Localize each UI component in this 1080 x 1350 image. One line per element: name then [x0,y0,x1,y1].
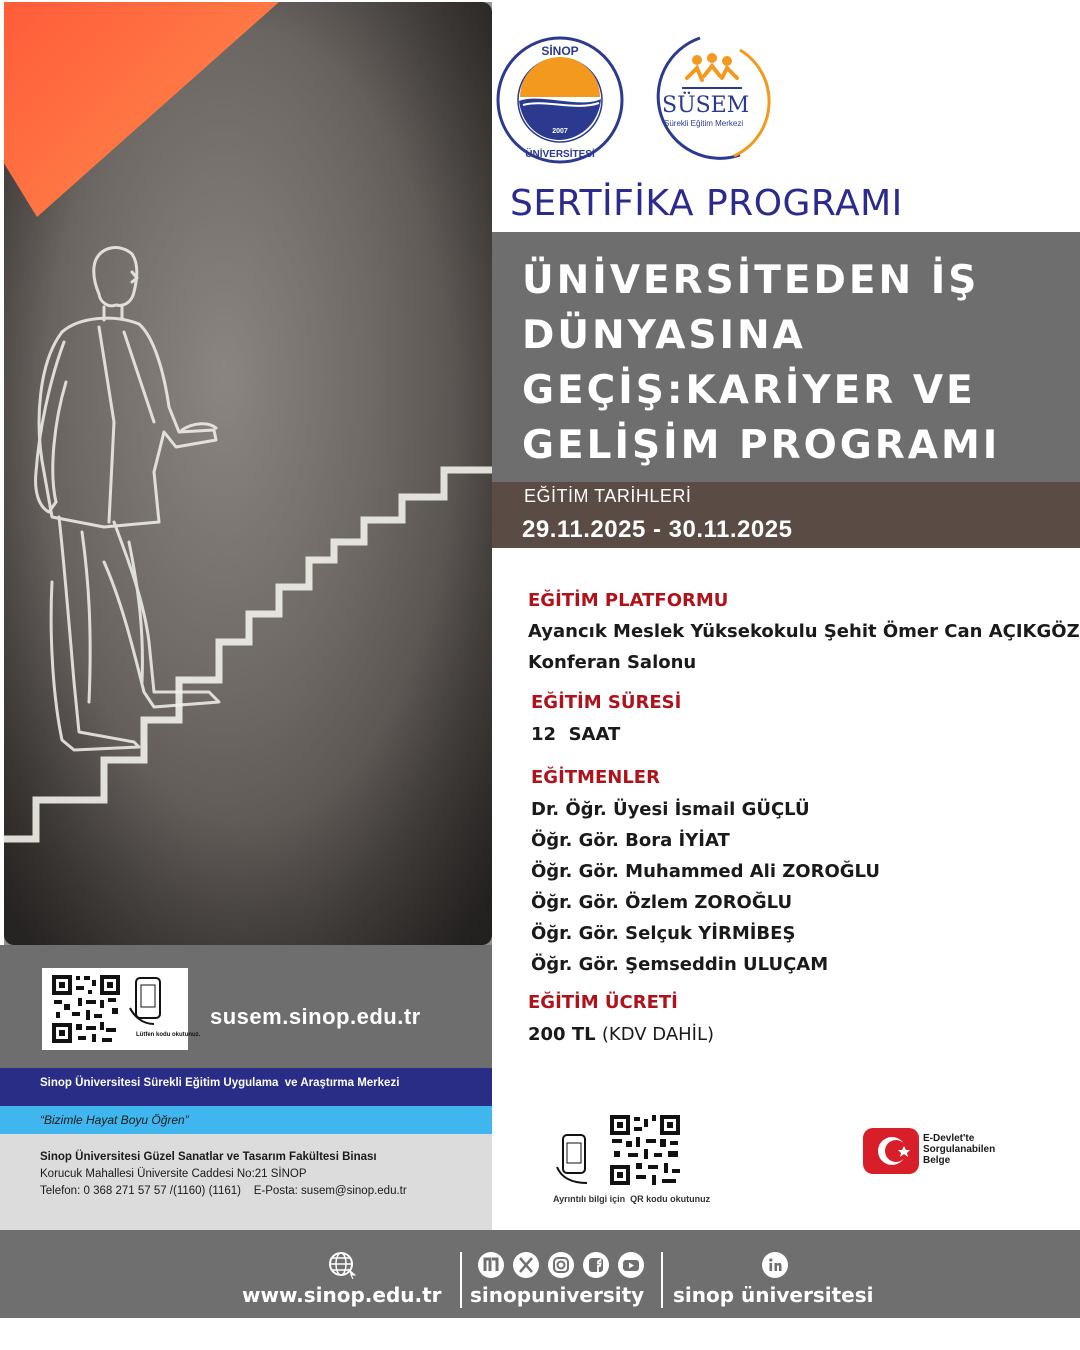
trainer-name: Öğr. Gör. Özlem ZOROĞLU [531,892,793,913]
trainer-name: Öğr. Gör. Selçuk YİRMİBEŞ [531,923,796,944]
qr-card[interactable] [42,968,201,1050]
trainer-name: Öğr. Gör. Şemseddin ULUÇAM [531,954,829,975]
trainers-list [531,794,880,980]
address-block [0,1134,492,1230]
susem-website-link[interactable]: susem.sinop.edu.tr [210,1004,421,1029]
address: Korucuk Mahallesi Üniversite Caddesi No:21 SİNOP [40,1168,307,1180]
x-icon[interactable] [512,1251,540,1279]
fee-amount: 200 TL [528,1024,596,1045]
contact-info: Telefon: 0 368 271 57 57 /(1160) (1161) E-Posta: susem@sinop.edu.tr [40,1185,407,1197]
fee-note: (KDV DAHİL) [601,1024,715,1045]
program-title [522,253,1072,473]
susem-subtitle: Sürekli Eğitim Merkezi [664,119,744,128]
trainer-name: Öğr. Gör. Bora İYİAT [531,830,730,851]
youtube-icon[interactable] [617,1251,645,1279]
qr-info-caption: Ayrıntılı bilgi için QR kodu okutunuz [553,1194,711,1204]
qr-caption-text: Lütfen kodu okutunuz. [136,1032,201,1038]
duration-label: EĞİTİM SÜRESİ [531,692,682,713]
qr-code-icon [42,968,201,1050]
facebook-icon[interactable] [582,1251,610,1279]
footer-divider [460,1252,462,1308]
building-name: Sinop Üniversitesi Güzel Sanatlar ve Tasarım Fakültesi Binası [40,1151,377,1163]
logo-year: 2007 [552,128,568,135]
footer-social-handle[interactable]: sinopuniversity [470,1283,645,1307]
title-line: GEÇİŞ:KARİYER VE [522,368,976,413]
hero-photo [4,2,492,945]
footer-divider [661,1252,663,1308]
title-line: ÜNİVERSİTEDEN İŞ [522,258,980,303]
globe-icon [328,1251,356,1279]
footer-linkedin-name[interactable]: sinop üniversitesi [673,1283,874,1307]
dates-value: 29.11.2025 - 30.11.2025 [522,516,793,543]
instagram-icon[interactable] [547,1251,575,1279]
logo-bottom-text: ÜNİVERSİTESİ [525,149,595,160]
trainers-label: EĞİTMENLER [531,767,660,788]
program-type-label: SERTİFİKA PROGRAMI [510,183,903,224]
logo-top-text: SİNOP [541,44,579,58]
sinop-university-logo [495,35,625,165]
fee-line [528,1019,714,1050]
linkedin-icon[interactable] [761,1251,789,1279]
slogan: “Bizimle Hayat Boyu Öğren” [40,1113,189,1127]
trainer-name: Öğr. Gör. Muhammed Ali ZOROĞLU [531,861,880,882]
title-line: GELİŞİM PROGRAMI [522,423,1001,468]
qr-code-icon[interactable] [608,1113,682,1187]
phone-scan-icon [553,1133,601,1185]
platform-line-2: Konferan Salonu [528,652,697,673]
platform-label: EĞİTİM PLATFORMU [528,590,729,611]
edevlet-text: E-Devlet'te Sorgulanabilen Belge [923,1133,996,1166]
nsosyal-icon[interactable] [477,1251,505,1279]
trainer-name: Dr. Öğr. Üyesi İsmail GÜÇLÜ [531,799,810,820]
susem-logo [642,30,777,162]
footer-website-link[interactable]: www.sinop.edu.tr [242,1283,442,1307]
fee-label: EĞİTİM ÜCRETİ [528,992,678,1013]
platform-line-1: Ayancık Meslek Yüksekokulu Şehit Ömer Can AÇIKGÖZ [528,621,1080,642]
dates-label: EĞİTİM TARİHLERİ [524,486,692,506]
center-name: Sinop Üniversitesi Sürekli Eğitim Uygulama ve Araştırma Merkezi [40,1077,400,1089]
duration-value: 12 SAAT [531,724,621,745]
susem-name: SÜSEM [662,93,750,118]
title-line: DÜNYASINA [522,313,806,358]
